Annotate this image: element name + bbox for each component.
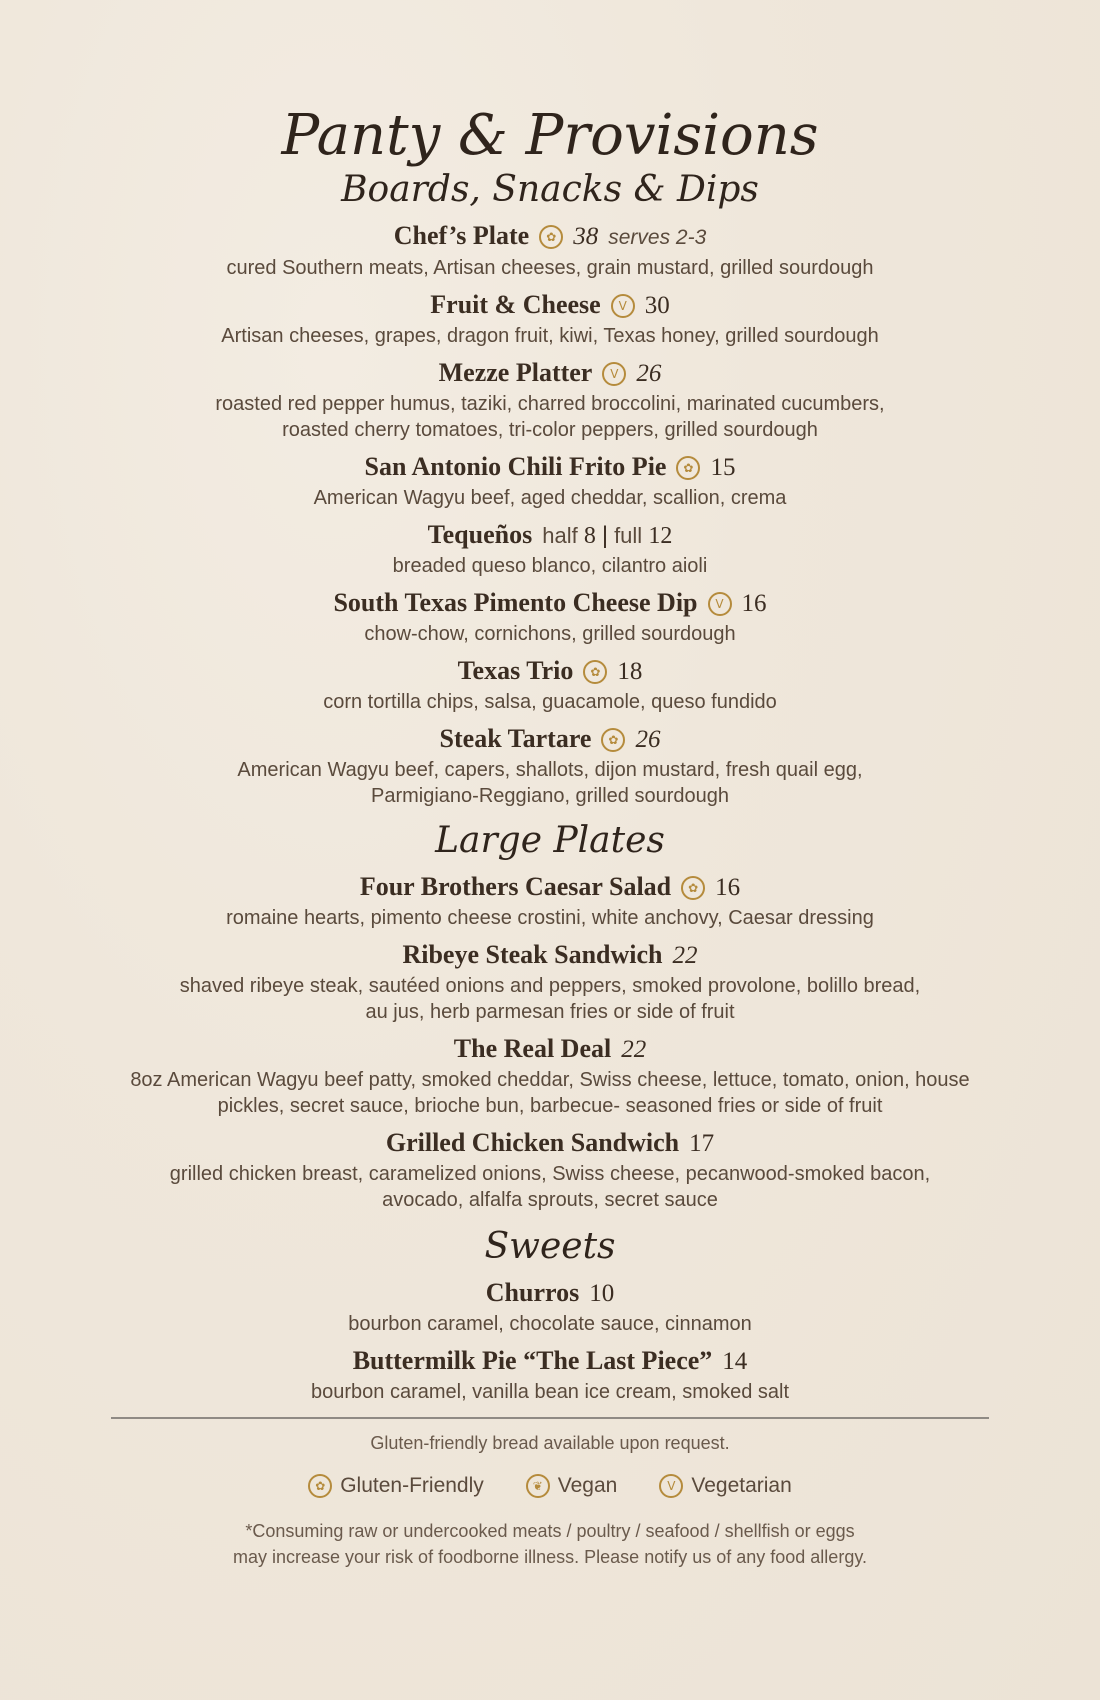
item-note: serves 2-3 [608,226,707,249]
item-price: 16 [741,590,767,617]
menu-item-caesar [0,869,1100,931]
disclaimer-line-1: *Consuming raw or undercooked meats / poultry / seafood / shellfish or eggs [245,1521,855,1542]
item-description: romaine hearts, pimento cheese crostini, white anchovy, Caesar dressing [226,907,874,929]
item-name: South Texas Pimento Cheese Dip [333,588,698,617]
leaf-icon: ❦ [526,1474,550,1498]
disclaimer-line-2: may increase your risk of foodborne illness. Please notify us of any food allergy. [233,1547,867,1568]
item-name: Tequeños [427,520,533,549]
item-price: 22 [672,942,698,969]
item-name: Churros [485,1278,580,1307]
v-icon: V [602,362,626,386]
item-description: Artisan cheeses, grapes, dragon fruit, kiwi, Texas honey, grilled sourdough [221,325,879,347]
footer-divider [111,1417,989,1419]
menu-item-frito-pie [0,449,1100,511]
item-description: bourbon caramel, chocolate sauce, cinnamon [348,1313,752,1335]
item-description: chow-chow, cornichons, grilled sourdough [364,623,736,645]
item-name: Buttermilk Pie “The Last Piece” [352,1346,713,1375]
section-title-boards: Boards, Snacks & Dips [341,169,759,210]
section-title-sweets: Sweets [484,1226,616,1267]
wheat-icon: ✿ [308,1474,332,1498]
item-price: 16 [715,874,741,901]
half-price: 8 [583,523,596,549]
menu-item-texas-trio [0,653,1100,715]
item-price: 22 [621,1036,647,1063]
menu-item-chicken-sandwich [0,1125,1100,1213]
food-safety-disclaimer [0,1518,1100,1570]
dietary-legend [0,1474,1100,1498]
item-price: 14 [722,1348,748,1375]
menu-item-fruit-cheese [0,287,1100,349]
item-name: Texas Trio [457,656,574,685]
item-description: corn tortilla chips, salsa, guacamole, queso fundido [323,691,777,713]
item-description: cured Southern meats, Artisan cheeses, grain mustard, grilled sourdough [226,257,874,279]
item-name: Mezze Platter [438,358,593,387]
legend-gluten-friendly: ✿ Gluten-Friendly [308,1474,484,1498]
item-name: Fruit & Cheese [430,290,601,319]
half-label: half [542,523,578,548]
item-price: 38 [573,223,599,250]
item-description: bourbon caramel, vanilla bean ice cream, smoked salt [310,1381,790,1403]
item-price: 26 [635,726,661,753]
page-title: Panty & Provisions [281,103,819,168]
menu-item-chefs-plate [0,218,1100,281]
item-description: breaded queso blanco, cilantro aioli [392,555,708,577]
item-name: The Real Deal [453,1034,612,1063]
item-description-line-2: au jus, herb parmesan fries or side of fruit [365,1001,735,1023]
item-name: Chef’s Plate [393,221,530,250]
item-description-line-1: grilled chicken breast, caramelized onions, Swiss cheese, pecanwood-smoked bacon, [169,1163,931,1185]
item-price: 17 [689,1130,715,1157]
menu-item-steak-tartare [0,721,1100,809]
wheat-icon: ✿ [676,456,700,480]
price-separator: | [601,522,609,549]
item-name: Four Brothers Caesar Salad [359,872,672,901]
item-description-line-2: roasted cherry tomatoes, tri-color peppers, grilled sourdough [282,419,818,441]
legend-vegan: ❦ Vegan [526,1474,618,1498]
wheat-icon: ✿ [583,660,607,684]
item-description-line-1: shaved ribeye steak, sautéed onions and peppers, smoked provolone, bolillo bread, [179,975,921,997]
item-price: 26 [636,360,662,387]
item-description-line-2: avocado, alfalfa sprouts, secret sauce [382,1189,718,1211]
item-description-line-1: roasted red pepper humus, taziki, charred broccolini, marinated cucumbers, [215,393,885,415]
menu-item-mezze [0,355,1100,443]
full-label: full [614,523,643,548]
section-title-large-plates: Large Plates [435,820,665,861]
v-icon: V [708,592,732,616]
item-description-line-1: American Wagyu beef, capers, shallots, dijon mustard, fresh quail egg, [237,759,863,781]
item-description-line-2: Parmigiano-Reggiano, grilled sourdough [371,785,729,807]
item-price: 18 [617,658,643,685]
menu-item-ribeye [0,937,1100,1025]
wheat-icon: ✿ [539,225,563,249]
menu-item-tequenos [0,517,1100,579]
full-price: 12 [648,523,673,549]
wheat-icon: ✿ [601,728,625,752]
item-description-line-1: 8oz American Wagyu beef patty, smoked cheddar, Swiss cheese, lettuce, tomato, onion, house [130,1069,970,1091]
item-name: San Antonio Chili Frito Pie [364,452,667,481]
item-price: 30 [644,292,670,319]
item-description: American Wagyu beef, aged cheddar, scallion, crema [313,487,787,509]
legend-vegetarian: V Vegetarian [659,1474,791,1498]
item-price: 15 [710,454,736,481]
item-name: Ribeye Steak Sandwich [402,940,663,969]
v-icon: V [659,1474,683,1498]
menu-item-pimento-dip [0,585,1100,647]
menu-item-real-deal [0,1031,1100,1119]
gluten-note: Gluten-friendly bread available upon request. [370,1433,730,1453]
wheat-icon: ✿ [681,876,705,900]
item-price: 10 [589,1280,615,1307]
menu-item-churros [0,1275,1100,1337]
v-icon: V [611,294,635,318]
item-name: Grilled Chicken Sandwich [385,1128,680,1157]
item-name: Steak Tartare [439,724,592,753]
menu-item-buttermilk-pie [0,1343,1100,1405]
item-description-line-2: pickles, secret sauce, brioche bun, barbecue- seasoned fries or side of fruit [217,1095,883,1117]
